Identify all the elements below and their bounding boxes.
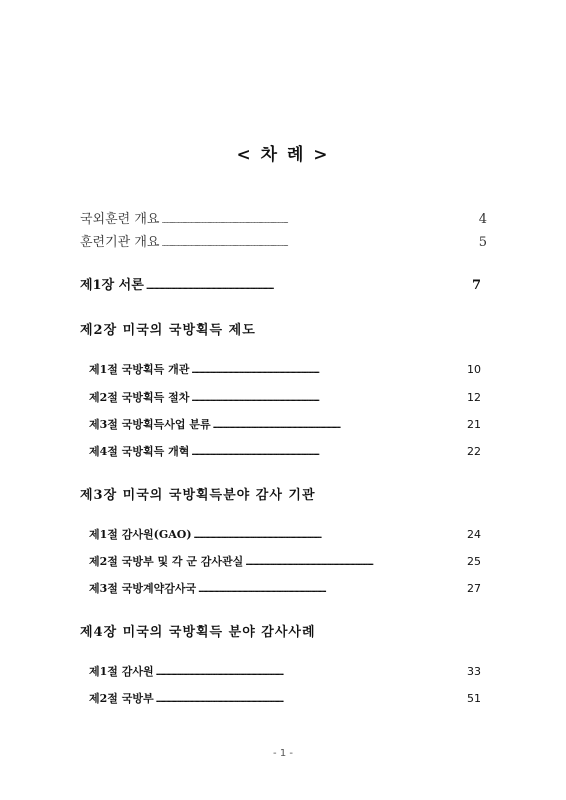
chapter-3-heading: 제3장 미국의 국방획득분야 감사 기관 (80, 488, 316, 503)
toc-entry-section[interactable] (89, 553, 481, 569)
toc-entry-chapter-1[interactable] (80, 274, 481, 293)
toc-entry-page: 25 (467, 555, 481, 568)
toc-title: < 차 례 > (236, 145, 330, 165)
toc-entry-label: 제1절 국방획득 개관 (89, 363, 190, 376)
toc-entry-page: 51 (467, 692, 481, 705)
chapter-2-heading: 제2장 미국의 국방획득 제도 (80, 323, 256, 338)
dot-leader (245, 559, 465, 567)
dot-leader (146, 283, 470, 291)
toc-entry-section[interactable] (89, 526, 481, 542)
toc-entry-page: 7 (471, 278, 481, 293)
toc-entry-section[interactable] (89, 389, 481, 405)
toc-entry-training-overview[interactable] (80, 208, 487, 227)
toc-entry-label: 제3절 국방계약감사국 (89, 582, 197, 595)
toc-entry-label: 제2절 국방부 (89, 692, 154, 705)
dot-leader (191, 367, 465, 375)
dot-leader (213, 422, 465, 430)
dot-leader (156, 696, 465, 704)
toc-entry-label: 훈련기관 개요 (80, 235, 160, 250)
toc-entry-page: 10 (467, 363, 481, 376)
toc-entry-page: 12 (467, 391, 481, 404)
toc-entry-page: 33 (467, 665, 481, 678)
toc-entry-label: 제1절 감사원(GAO) (89, 528, 192, 541)
toc-entry-label: 제2절 국방부 및 각 군 감사관실 (89, 555, 244, 568)
toc-entry-label: 제1절 감사원 (89, 665, 154, 678)
dot-leader (156, 669, 465, 677)
toc-entry-label: 제1장 서론 (80, 278, 144, 293)
toc-entry-page: 4 (478, 212, 487, 227)
toc-entry-section[interactable] (89, 690, 481, 706)
toc-entry-section[interactable] (89, 663, 481, 679)
toc-entry-page: 22 (467, 445, 481, 458)
toc-entry-label: 제3절 국방획득사업 분류 (89, 418, 211, 431)
toc-entry-section[interactable] (89, 361, 481, 377)
toc-entry-section[interactable] (89, 416, 481, 432)
toc-entry-section[interactable] (89, 580, 481, 596)
toc-entry-label: 제4절 국방획득 개혁 (89, 445, 190, 458)
dot-leader (191, 449, 465, 457)
toc-entry-page: 27 (467, 582, 481, 595)
chapter-4-heading: 제4장 미국의 국방획득 분야 감사사례 (80, 625, 316, 640)
toc-entry-page: 5 (478, 235, 487, 250)
dot-leader (191, 395, 465, 403)
dot-leader (194, 532, 465, 540)
toc-entry-label: 국외훈련 개요 (80, 212, 160, 227)
toc-entry-institution-overview[interactable] (80, 231, 487, 250)
page-number: - 1 - (273, 748, 293, 759)
toc-entry-page: 24 (467, 528, 481, 541)
toc-entry-page: 21 (467, 418, 481, 431)
toc-entry-label: 제2절 국방획득 절차 (89, 391, 190, 404)
toc-entry-section[interactable] (89, 443, 481, 459)
dot-leader (198, 586, 465, 594)
dot-leader (161, 239, 476, 248)
dot-leader (161, 216, 476, 225)
